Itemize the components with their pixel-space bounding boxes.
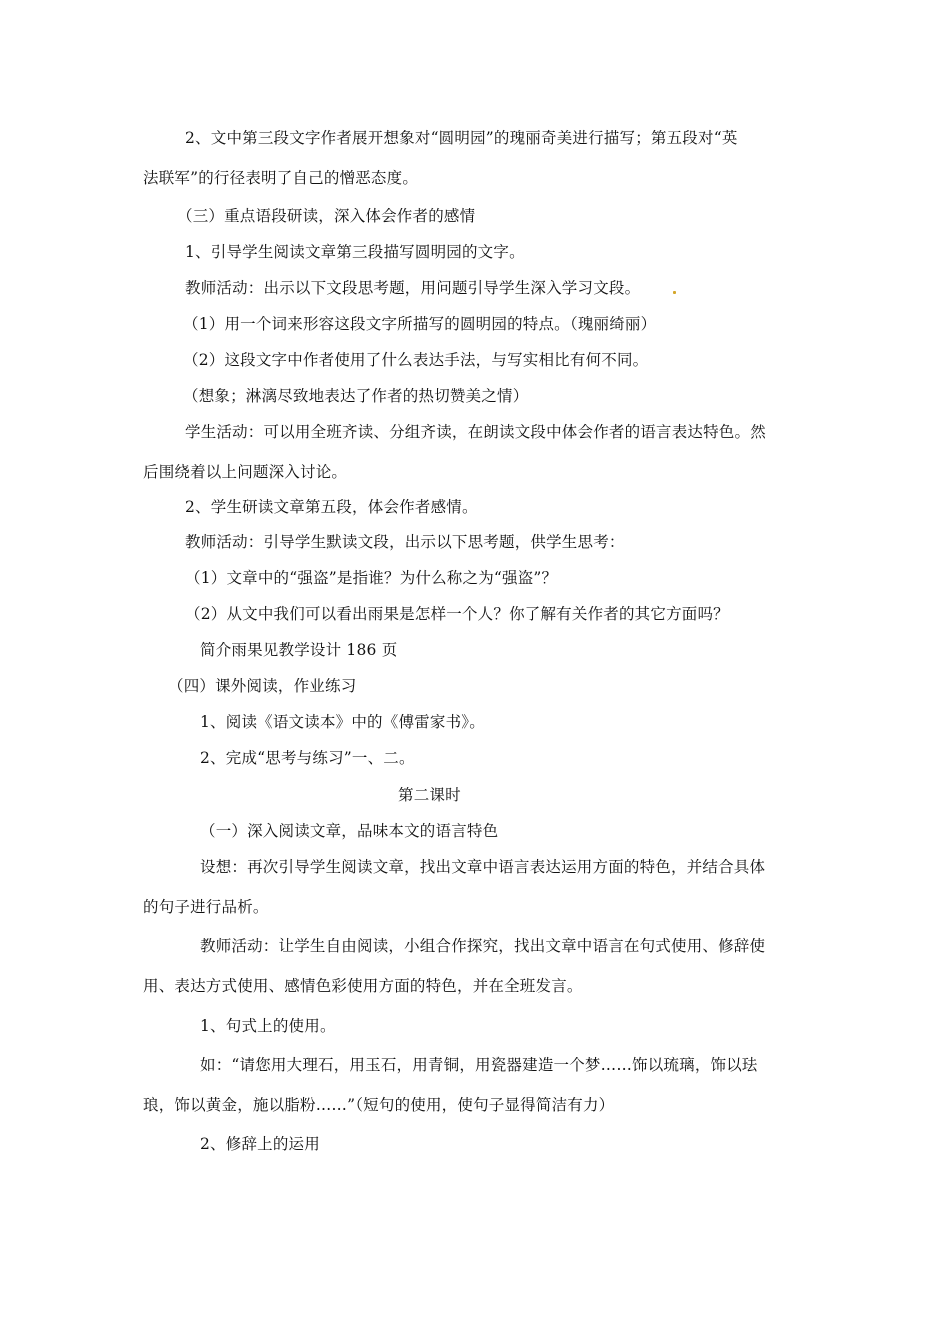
list-item: （2）从文中我们可以看出雨果是怎样一个人？你了解有关作者的其它方面吗？ — [185, 605, 729, 623]
paragraph-line: 法联军”的行径表明了自己的憎恶态度。 — [143, 169, 419, 187]
section-heading: （三）重点语段研读，深入体会作者的感情 — [177, 207, 476, 225]
paragraph-line: 1、阅读《语文读本》中的《傅雷家书》。 — [200, 713, 485, 731]
paragraph-line: 教师活动：让学生自由阅读，小组合作探究，找出文章中语言在句式使用、修辞使 — [200, 937, 766, 955]
section-heading: （一）深入阅读文章，品味本文的语言特色 — [200, 822, 499, 840]
paragraph-line: 学生活动：可以用全班齐读、分组齐读，在朗读文段中体会作者的语言表达特色。然 — [185, 423, 766, 441]
paragraph-line: 琅，饰以黄金，施以脂粉……”（短句的使用，使句子显得简洁有力） — [143, 1096, 615, 1114]
highlight-marker — [673, 291, 676, 294]
paragraph-line: 1、句式上的使用。 — [200, 1017, 336, 1035]
paragraph-line: 教师活动：出示以下文段思考题，用问题引导学生深入学习文段。 — [185, 279, 641, 297]
paragraph-line: 简介雨果见教学设计 186 页 — [200, 641, 398, 659]
paragraph-line: 设想：再次引导学生阅读文章，找出文章中语言表达运用方面的特色，并结合具体 — [200, 858, 766, 876]
paragraph-line: 教师活动：引导学生默读文段，出示以下思考题，供学生思考： — [185, 533, 625, 551]
section-heading: （四）课外阅读，作业练习 — [168, 677, 357, 695]
paragraph-line: 如：“请您用大理石，用玉石，用青铜，用瓷器建造一个梦……饰以琉璃，饰以珐 — [200, 1056, 758, 1074]
lesson-heading: 第二课时 — [398, 786, 461, 804]
paragraph-line: 的句子进行品析。 — [143, 898, 269, 916]
paragraph-line: 后围绕着以上问题深入讨论。 — [143, 463, 348, 481]
list-item: （1）文章中的“强盗”是指谁？为什么称之为“强盗”？ — [185, 569, 558, 587]
paragraph-line: 2、修辞上的运用 — [200, 1135, 320, 1153]
paragraph-line: 2、学生研读文章第五段，体会作者感情。 — [185, 498, 478, 516]
paragraph-line: 2、文中第三段文字作者展开想象对“圆明园”的瑰丽奇美进行描写；第五段对“英 — [185, 129, 738, 147]
list-item: （1）用一个词来形容这段文字所描写的圆明园的特点。（瑰丽绮丽） — [183, 315, 657, 333]
paragraph-line: （想象；淋漓尽致地表达了作者的热切赞美之情） — [183, 387, 529, 405]
paragraph-line: 1、引导学生阅读文章第三段描写圆明园的文字。 — [185, 243, 525, 261]
list-item: （2）这段文字中作者使用了什么表达手法，与写实相比有何不同。 — [183, 351, 649, 369]
paragraph-line: 2、完成“思考与练习”一、二。 — [200, 749, 415, 767]
paragraph-line: 用、表达方式使用、感情色彩使用方面的特色，并在全班发言。 — [143, 977, 583, 995]
